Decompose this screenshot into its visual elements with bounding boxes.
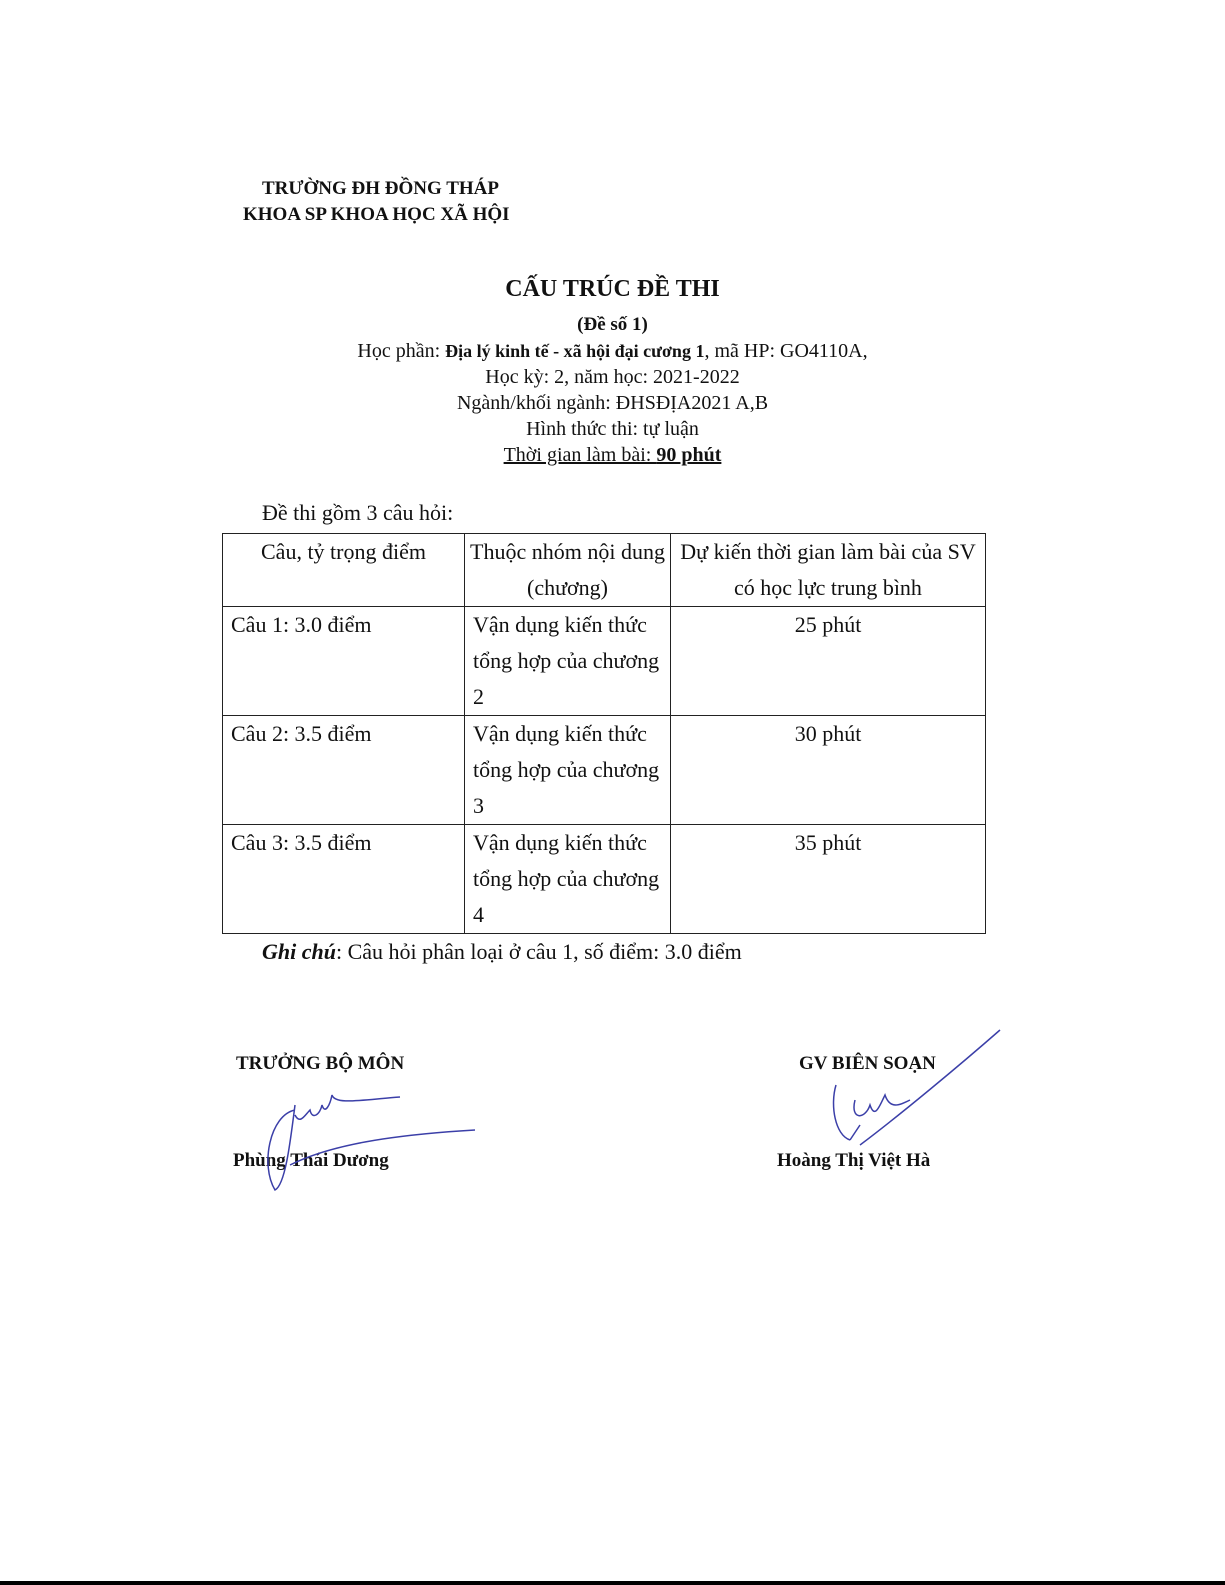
major-line: Ngành/khối ngành: ĐHSĐỊA2021 A,B (456, 392, 769, 414)
course-line (0, 340, 1225, 363)
left-signature-role: TRƯỞNG BỘ MÔN (236, 1053, 405, 1074)
note-text: : Câu hỏi phân loại ở câu 1, số điểm: 3.0 điểm (335, 939, 742, 964)
intro-text: Đề thi gồm 3 câu hỏi: (262, 500, 454, 525)
format-line: Hình thức thi: tự luận (526, 418, 699, 440)
faculty-name: KHOA SP KHOA HỌC XÃ HỘI (243, 204, 510, 225)
scan-border (0, 1581, 1225, 1585)
university-name: TRƯỜNG ĐH ĐỒNG THÁP (262, 178, 499, 199)
note (222, 938, 992, 966)
header-content: Thuộc nhóm nội dung (chương) (465, 534, 671, 607)
course-name: Địa lý kinh tế - xã hội đại cương 1 (445, 341, 705, 361)
cell-question: Câu 1: 3.0 điểm (223, 607, 465, 716)
cell-time: 35 phút (671, 825, 986, 934)
duration-label: Thời gian làm bài: (503, 444, 657, 466)
course-prefix: Học phần: (357, 340, 446, 362)
table-row (223, 716, 986, 825)
header-time: Dự kiến thời gian làm bài của SV có học lực trung bình (671, 534, 986, 607)
header-question: Câu, tỷ trọng điểm (223, 534, 465, 607)
course-code: , mã HP: GO4110A, (704, 340, 868, 362)
cell-content: Vận dụng kiến thức tổng hợp của chương 2 (465, 607, 671, 716)
left-signature-name: Phùng Thái Dương (233, 1150, 389, 1171)
exam-number: (Đề số 1) (577, 314, 648, 335)
table-header-row (223, 534, 986, 607)
right-signature-image (820, 1025, 1010, 1150)
document-title: CẤU TRÚC ĐỀ THI (505, 276, 720, 302)
table-row (223, 607, 986, 716)
duration-value: 90 phút (656, 444, 722, 466)
right-signature-name: Hoàng Thị Việt Hà (777, 1150, 931, 1171)
cell-content: Vận dụng kiến thức tổng hợp của chương 4 (465, 825, 671, 934)
cell-question: Câu 2: 3.5 điểm (223, 716, 465, 825)
left-signature-image (250, 1085, 480, 1195)
semester-line: Học kỳ: 2, năm học: 2021-2022 (485, 366, 740, 388)
exam-structure-table (222, 533, 986, 934)
cell-question: Câu 3: 3.5 điểm (223, 825, 465, 934)
table-row (223, 825, 986, 934)
cell-content: Vận dụng kiến thức tổng hợp của chương 3 (465, 716, 671, 825)
table-block (222, 533, 992, 966)
right-signature-role: GV BIÊN SOẠN (799, 1053, 936, 1074)
cell-time: 30 phút (671, 716, 986, 825)
note-label: Ghi chú (262, 939, 336, 964)
duration-line (0, 444, 1225, 467)
cell-time: 25 phút (671, 607, 986, 716)
